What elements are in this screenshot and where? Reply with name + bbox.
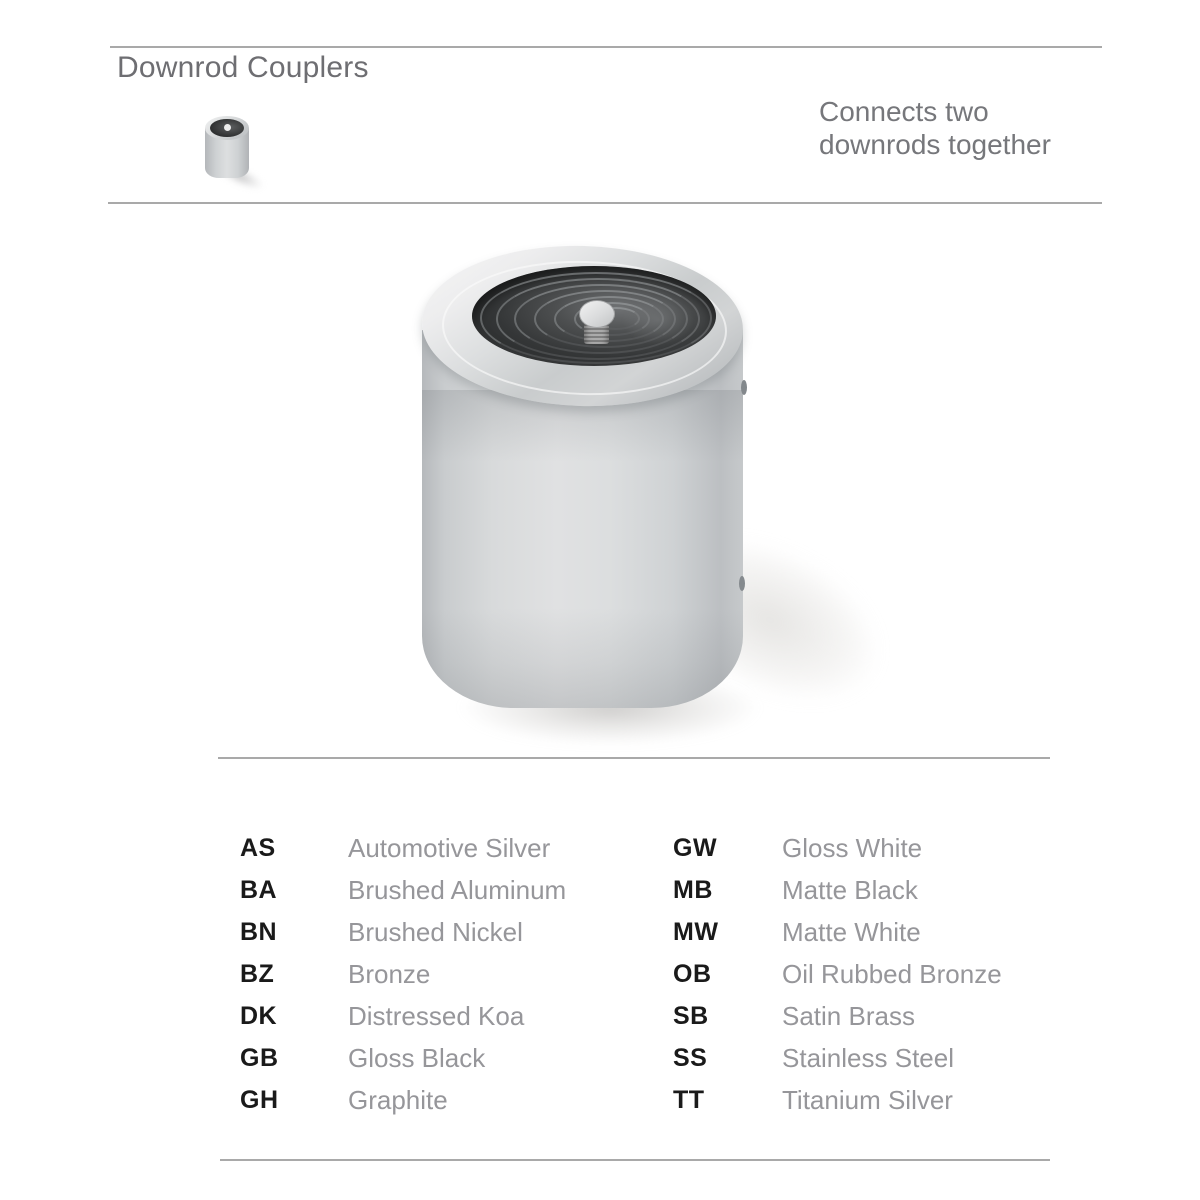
finish-row [240, 827, 1070, 869]
divider-header-bottom [108, 202, 1102, 204]
finish-code: GW [673, 833, 718, 862]
finish-table [240, 827, 1070, 1121]
finish-row [240, 995, 1070, 1037]
opening-glare [622, 296, 694, 344]
finish-code: BA [240, 875, 278, 904]
finish-code: BN [240, 917, 278, 946]
thumbnail-set-screw-pin [224, 124, 231, 131]
finish-name: Oil Rubbed Bronze [782, 958, 1002, 989]
finish-name: Matte Black [782, 874, 918, 905]
divider-bottom [220, 1159, 1050, 1161]
finish-code: AS [240, 833, 276, 862]
finish-row [240, 1037, 1070, 1079]
set-screw-hole-lower [739, 576, 745, 591]
divider-top [110, 46, 1102, 48]
finish-row [240, 953, 1070, 995]
finish-code: SB [673, 1001, 709, 1030]
finish-name: Graphite [348, 1084, 448, 1115]
product-photo [410, 240, 760, 770]
finish-name: Brushed Aluminum [348, 874, 567, 905]
finish-row [240, 869, 1070, 911]
finish-row [240, 1079, 1070, 1121]
finish-name: Matte White [782, 916, 921, 947]
finish-name: Bronze [348, 958, 431, 989]
finish-code: DK [240, 1001, 278, 1030]
finish-name: Gloss White [782, 832, 923, 863]
finish-code: SS [673, 1043, 708, 1072]
finish-code: GB [240, 1043, 279, 1072]
coupler-bottom-shade [422, 608, 743, 708]
set-screw-pin-top [579, 300, 615, 328]
finish-code: MB [673, 875, 713, 904]
finish-code: MW [673, 917, 719, 946]
finish-name: Gloss Black [348, 1042, 486, 1073]
finish-code: OB [673, 959, 712, 988]
finish-row [240, 911, 1070, 953]
finish-name: Automotive Silver [348, 832, 551, 863]
finish-name: Titanium Silver [782, 1084, 953, 1115]
product-caption: Connects two downrods together [819, 96, 1051, 160]
finish-code: TT [673, 1085, 705, 1114]
page-title: Downrod Couplers [117, 51, 369, 84]
finish-name: Stainless Steel [782, 1042, 954, 1073]
finish-name: Brushed Nickel [348, 916, 523, 947]
finish-name: Satin Brass [782, 1000, 915, 1031]
set-screw-hole-upper [741, 380, 747, 395]
finish-name: Distressed Koa [348, 1000, 525, 1031]
finish-code: BZ [240, 959, 275, 988]
finish-code: GH [240, 1085, 279, 1114]
divider-table-top [218, 757, 1050, 759]
product-thumbnail [194, 106, 278, 198]
